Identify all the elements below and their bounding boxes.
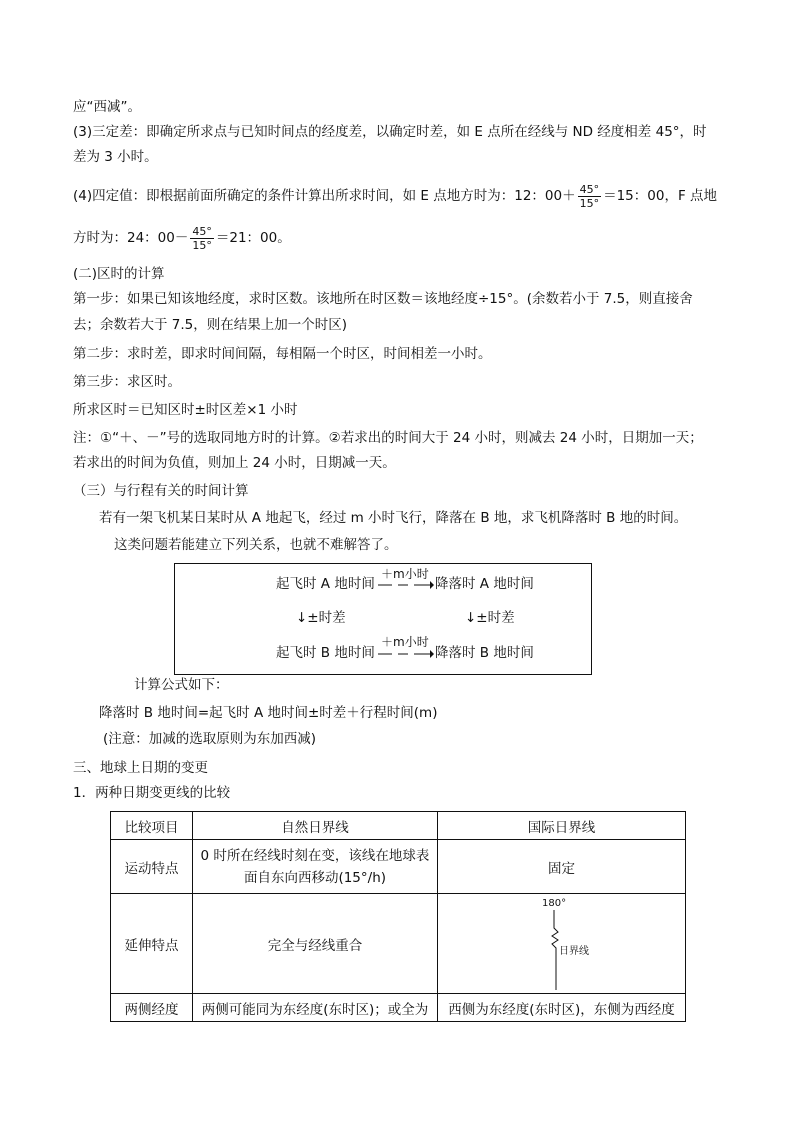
text-line: 去；余数若大于 7.5，则在结果上加一个时区) (73, 317, 348, 333)
table-cell-line: 0 时所在经线时刻在变，该线在地球表 (200, 847, 430, 864)
diagram-label-dateline: 日界线 (559, 945, 589, 957)
date-line-diagram (442, 896, 682, 992)
text-line: 这类问题若能建立下列关系，也就不难解答了。 (114, 537, 398, 553)
text-line: 所求区时＝已知区时±时区差×1 小时 (73, 402, 298, 418)
text-line: 应“西减”。 (73, 99, 141, 115)
text-line: 计算公式如下： (134, 677, 229, 693)
text-segment: (4)四定值：即根据前面所确定的条件计算出所求时间，如 E 点地方时为：12：00＋ (73, 188, 576, 204)
flow-arrow-label: ＋m小时 (381, 635, 429, 649)
fraction-numerator: 45° (192, 224, 212, 238)
right-arrow-icon (378, 579, 434, 591)
section-heading: （三）与行程有关的时间计算 (73, 483, 249, 499)
text-line: (注意：加减的选取原则为东加西减) (103, 731, 317, 747)
text-line: 若求出的时间为负值，则加上 24 小时，日期减一天。 (73, 455, 396, 471)
text-line: 第一步：如果已知该地经度，求时区数。该地所在时区数＝该地经度÷15°。(余数若小于 7.5，则直接舍 (73, 291, 693, 307)
table-cell: 延伸特点 (111, 894, 193, 994)
table-row (111, 840, 686, 894)
flow-node-b-arrival: 降落时 B 地时间 (435, 645, 534, 661)
flow-node-a-departure: 起飞时 A 地时间 (276, 576, 375, 592)
table-header-cell: 国际日界线 (438, 812, 686, 840)
table-cell: 运动特点 (111, 840, 193, 894)
table-row (111, 894, 686, 994)
fraction-denominator: 15° (579, 196, 600, 210)
table-cell: 完全与经线重合 (193, 894, 438, 994)
table-header-row (111, 812, 686, 840)
section-heading: 三、地球上日期的变更 (73, 760, 208, 776)
right-arrow-icon (378, 648, 434, 660)
text-line-with-fraction (73, 176, 717, 216)
flow-vertical-label: ↓±时差 (465, 610, 515, 626)
flow-arrow-label: ＋m小时 (381, 567, 429, 581)
table-cell: 西侧为东经度(东时区)，东侧为西经度 (438, 994, 686, 1022)
table-cell: 两侧可能同为东经度(东时区)；或全为 (193, 994, 438, 1022)
flow-vertical-label: ↓±时差 (296, 610, 346, 626)
flow-node-a-arrival: 降落时 A 地时间 (435, 576, 534, 592)
flow-node-b-departure: 起飞时 B 地时间 (276, 645, 375, 661)
text-line: 第三步：求区时。 (73, 374, 181, 390)
subsection-heading: 1．两种日期变更线的比较 (73, 785, 231, 801)
text-line: 差为 3 小时。 (73, 149, 158, 165)
table-header-cell: 自然日界线 (193, 812, 438, 840)
text-line: 注：①“＋、－”号的选取同地方时的计算。②若求出的时间大于 24 小时，则减去 24 小时，日期加一天； (73, 430, 703, 446)
text-line: 若有一架飞机某日某时从 A 地起飞，经过 m 小时飞行，降落在 B 地，求飞机降落时 B 地的时间。 (99, 510, 688, 526)
text-line: (3)三定差：即确定所求点与已知时间点的经度差，以确定时差，如 E 点所在经线与 ND 经度相差 45°，时 (73, 124, 707, 140)
text-segment: ＝21：00。 (215, 230, 291, 246)
formula-line: 降落时 B 地时间=起飞时 A 地时间±时差＋行程时间(m) (99, 705, 438, 721)
table-cell: 两侧经度 (111, 994, 193, 1022)
table-cell (438, 894, 686, 994)
fraction (190, 225, 214, 252)
table-cell: 固定 (438, 840, 686, 894)
comparison-table (110, 811, 686, 1022)
fraction-denominator: 15° (192, 238, 212, 252)
section-heading: (二)区时的计算 (73, 266, 165, 282)
table-cell-line: 面自东向西移动(15°/h) (243, 869, 387, 886)
table-row (111, 994, 686, 1022)
fraction-numerator: 45° (579, 182, 600, 196)
text-line-with-fraction (73, 218, 291, 258)
table-cell (193, 840, 438, 894)
table-header-cell: 比较项目 (111, 812, 193, 840)
flow-diagram (174, 563, 592, 675)
text-segment: 方时为：24：00－ (73, 230, 189, 246)
diagram-label-180: 180° (542, 897, 567, 909)
fraction (578, 183, 602, 210)
text-line: 第二步：求时差，即求时间间隔，每相隔一个时区，时间相差一小时。 (73, 346, 492, 362)
text-segment: ＝15：00，F 点地 (603, 188, 718, 204)
